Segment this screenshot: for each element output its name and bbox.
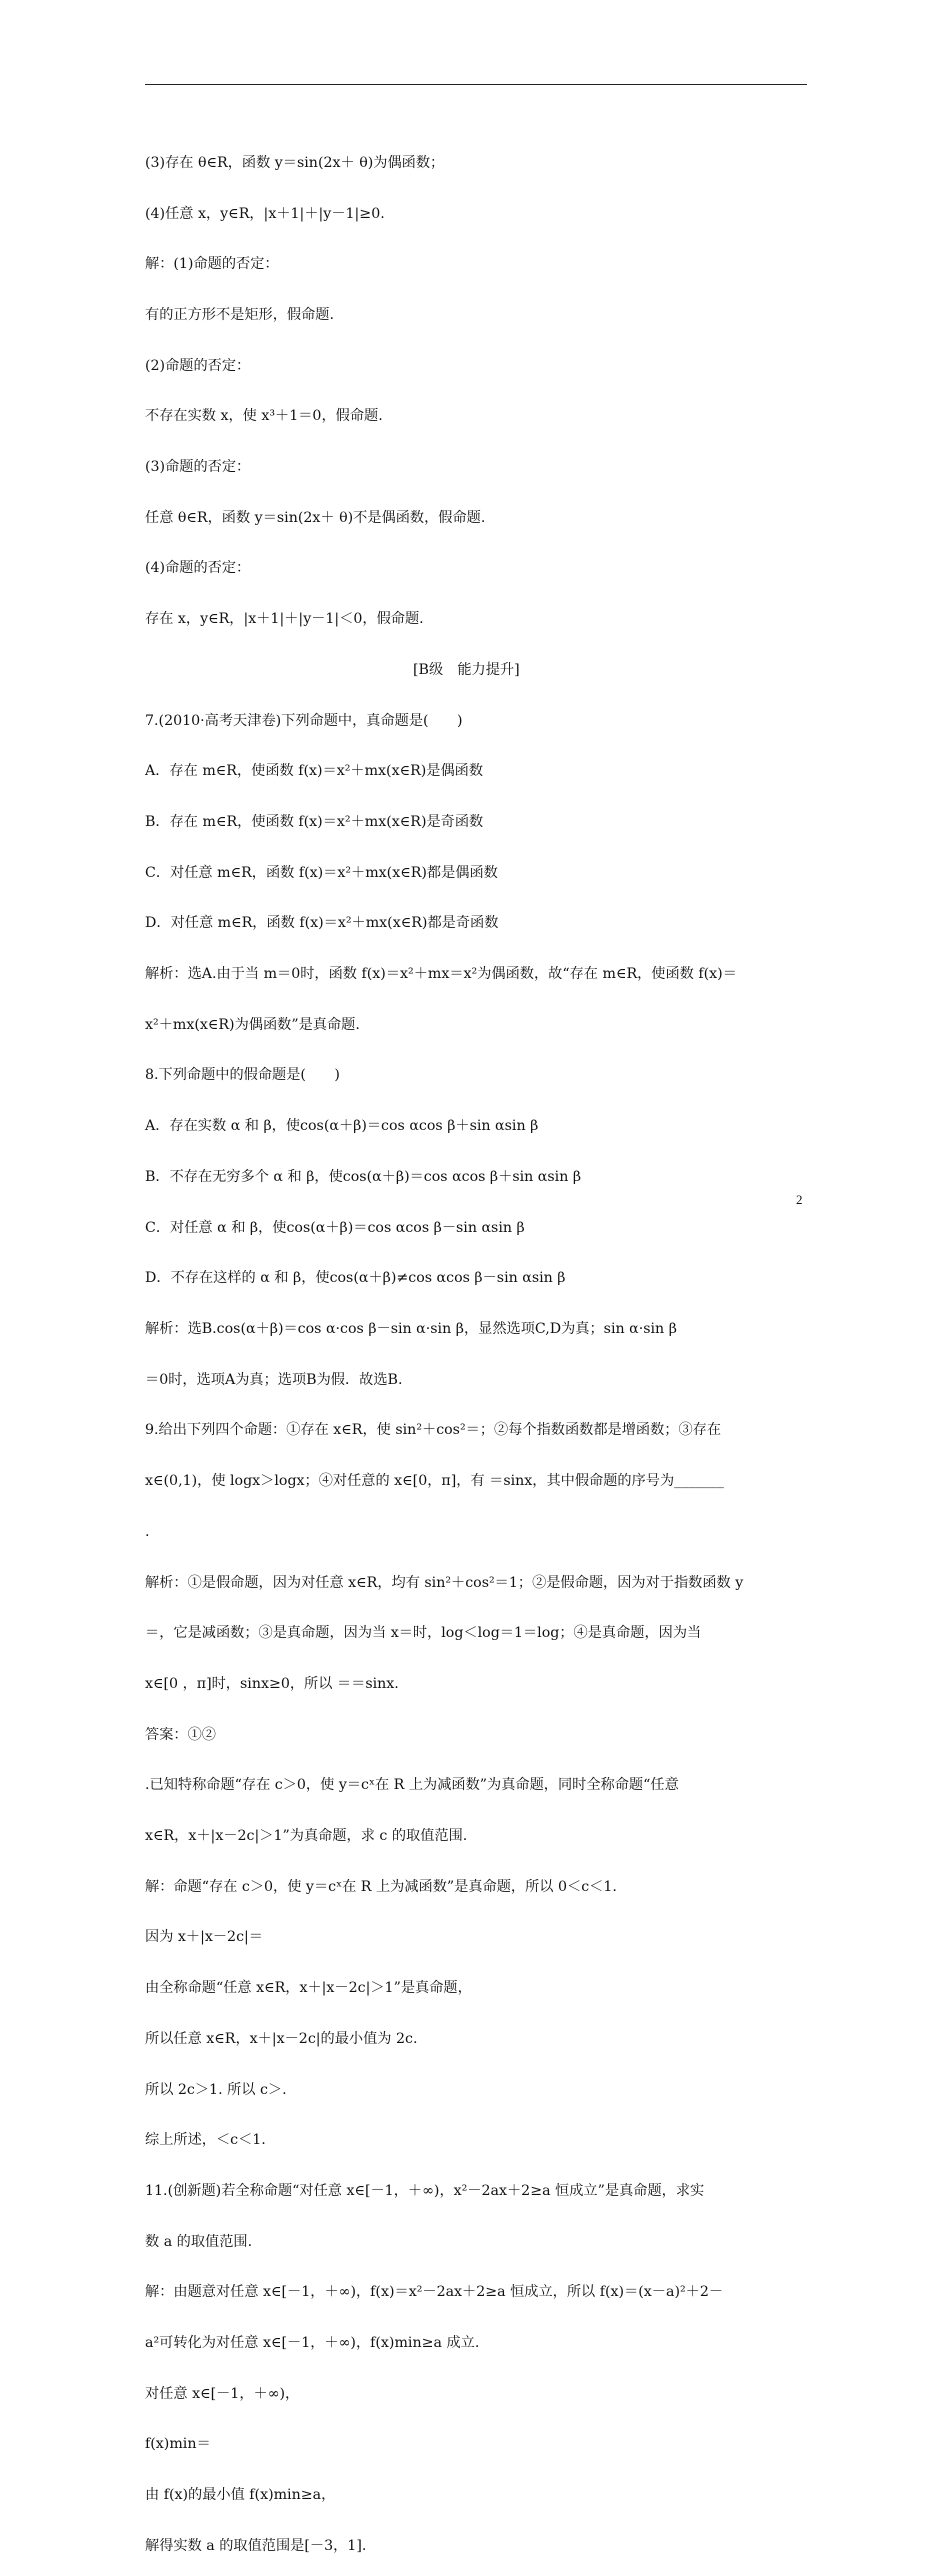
header-rule (145, 84, 807, 85)
text-line: x∈(0,1)，使 logx＞logx；④对任意的 x∈[0，π]，有 ＝sinx，其中假命题的序号为_______ (145, 1473, 724, 1490)
text-line: (3)命题的否定： (145, 459, 251, 476)
text-line: 因为 x＋|x－2c|＝ (145, 1929, 263, 1946)
text-line: 解：命题“存在 c＞0，使 y＝cˣ在 R 上为减函数”是真命题，所以 0＜c＜1. (145, 1878, 617, 1895)
text-line: 由全称命题“任意 x∈R，x＋|x－2c|＞1”是真命题， (145, 1980, 472, 1997)
text-line: 解析：选B.cos(α＋β)＝cos α·cos β－sin α·sin β，显然选项C,D为真；sin α·sin β (145, 1320, 677, 1337)
text-line: f(x)min＝ (145, 2436, 211, 2453)
option-d: D．对任意 m∈R，函数 f(x)＝x²＋mx(x∈R)都是奇函数 (145, 915, 499, 932)
text-line: ＝，它是减函数；③是真命题，因为当 x＝时，log＜log＝1＝log；④是真命题，因为当 (145, 1625, 702, 1642)
question-11: 11.(创新题)若全称命题“对任意 x∈[－1，＋∞)，x²－2ax＋2≥a 恒成立”是真命题，求实 (145, 2182, 705, 2199)
text-line: (4)任意 x，y∈R，|x＋1|＋|y－1|≥0. (145, 205, 385, 222)
text-line: 所以任意 x∈R，x＋|x－2c|的最小值为 2c. (145, 2030, 418, 2047)
text-line: 综上所述，＜c＜1. (145, 2132, 266, 2149)
option-a: A．存在 m∈R，使函数 f(x)＝x²＋mx(x∈R)是偶函数 (145, 763, 484, 780)
question-9: 9.给出下列四个命题：①存在 x∈R，使 sin²＋cos²＝；②每个指数函数都是增函数；③存在 (145, 1422, 722, 1439)
answer-line: 答案：①② (145, 1726, 216, 1743)
text-line: 解得实数 a 的取值范围是[－3，1]. (145, 2537, 367, 2554)
text-line: 解析：①是假命题，因为对任意 x∈R，均有 sin²＋cos²＝1；②是假命题，因为对于指数函数 y (145, 1574, 744, 1591)
option-a: A．存在实数 α 和 β，使cos(α＋β)＝cos αcos β＋sin αsin β (145, 1118, 539, 1135)
text-line: (4)命题的否定： (145, 560, 251, 577)
text-line: 数 a 的取值范围. (145, 2233, 253, 2250)
page-number: 2 (796, 1192, 803, 1207)
document-body (145, 121, 807, 2572)
text-line: 不存在实数 x，使 x³＋1＝0，假命题. (145, 408, 383, 425)
text-line: x∈R，x＋|x－2c|＞1”为真命题，求 c 的取值范围. (145, 1828, 468, 1845)
option-c: C．对任意 α 和 β，使cos(α＋β)＝cos αcos β－sin αsin β (145, 1219, 525, 1236)
text-line: (3)存在 θ∈R，函数 y＝sin(2x＋ θ)为偶函数； (145, 154, 445, 171)
option-b: B．不存在无穷多个 α 和 β，使cos(α＋β)＝cos αcos β＋sin αsin β (145, 1168, 582, 1185)
option-c: C．对任意 m∈R，函数 f(x)＝x²＋mx(x∈R)都是偶函数 (145, 864, 498, 881)
text-line: 由 f(x)的最小值 f(x)min≥a， (145, 2487, 336, 2504)
question-8: 8.下列命题中的假命题是( ) (145, 1067, 340, 1084)
option-d: D．不存在这样的 α 和 β，使cos(α＋β)≠cos αcos β－sin αsin β (145, 1270, 566, 1287)
text-line: a²可转化为对任意 x∈[－1，＋∞)，f(x)min≥a 成立. (145, 2335, 480, 2352)
text-line: x²＋mx(x∈R)为偶函数”是真命题. (145, 1016, 360, 1033)
text-line: 解析：选A.由于当 m＝0时，函数 f(x)＝x²＋mx＝x²为偶函数，故“存在 m∈R，使函数 f(x)＝ (145, 966, 737, 983)
text-line: . (145, 1523, 150, 1540)
text-line: 存在 x，y∈R，|x＋1|＋|y－1|＜0，假命题. (145, 611, 424, 628)
section-heading: [B级 能力提升] (413, 661, 520, 678)
text-line: 解：(1)命题的否定： (145, 256, 279, 273)
option-b: B．存在 m∈R，使函数 f(x)＝x²＋mx(x∈R)是奇函数 (145, 813, 484, 830)
text-line: (2)命题的否定： (145, 357, 251, 374)
text-line: 有的正方形不是矩形，假命题. (145, 306, 334, 323)
text-line: x∈[0 ，π]时，sinx≥0，所以 ＝＝sinx. (145, 1675, 399, 1692)
text-line: ＝0时，选项A为真；选项B为假．故选B. (145, 1371, 403, 1388)
question-10: .已知特称命题“存在 c＞0，使 y＝cˣ在 R 上为减函数”为真命题，同时全称命题“任意 (145, 1777, 679, 1794)
text-line: 解：由题意对任意 x∈[－1，＋∞)，f(x)＝x²－2ax＋2≥a 恒成立，所以 f(x)＝(x－a)²＋2－ (145, 2284, 724, 2301)
text-line: 所以 2c＞1. 所以 c＞. (145, 2081, 287, 2098)
question-7: 7.(2010·高考天津卷)下列命题中，真命题是( ) (145, 712, 463, 729)
text-line: 任意 θ∈R，函数 y＝sin(2x＋ θ)不是偶函数，假命题. (145, 509, 486, 526)
text-line: 对任意 x∈[－1，＋∞)， (145, 2385, 300, 2402)
